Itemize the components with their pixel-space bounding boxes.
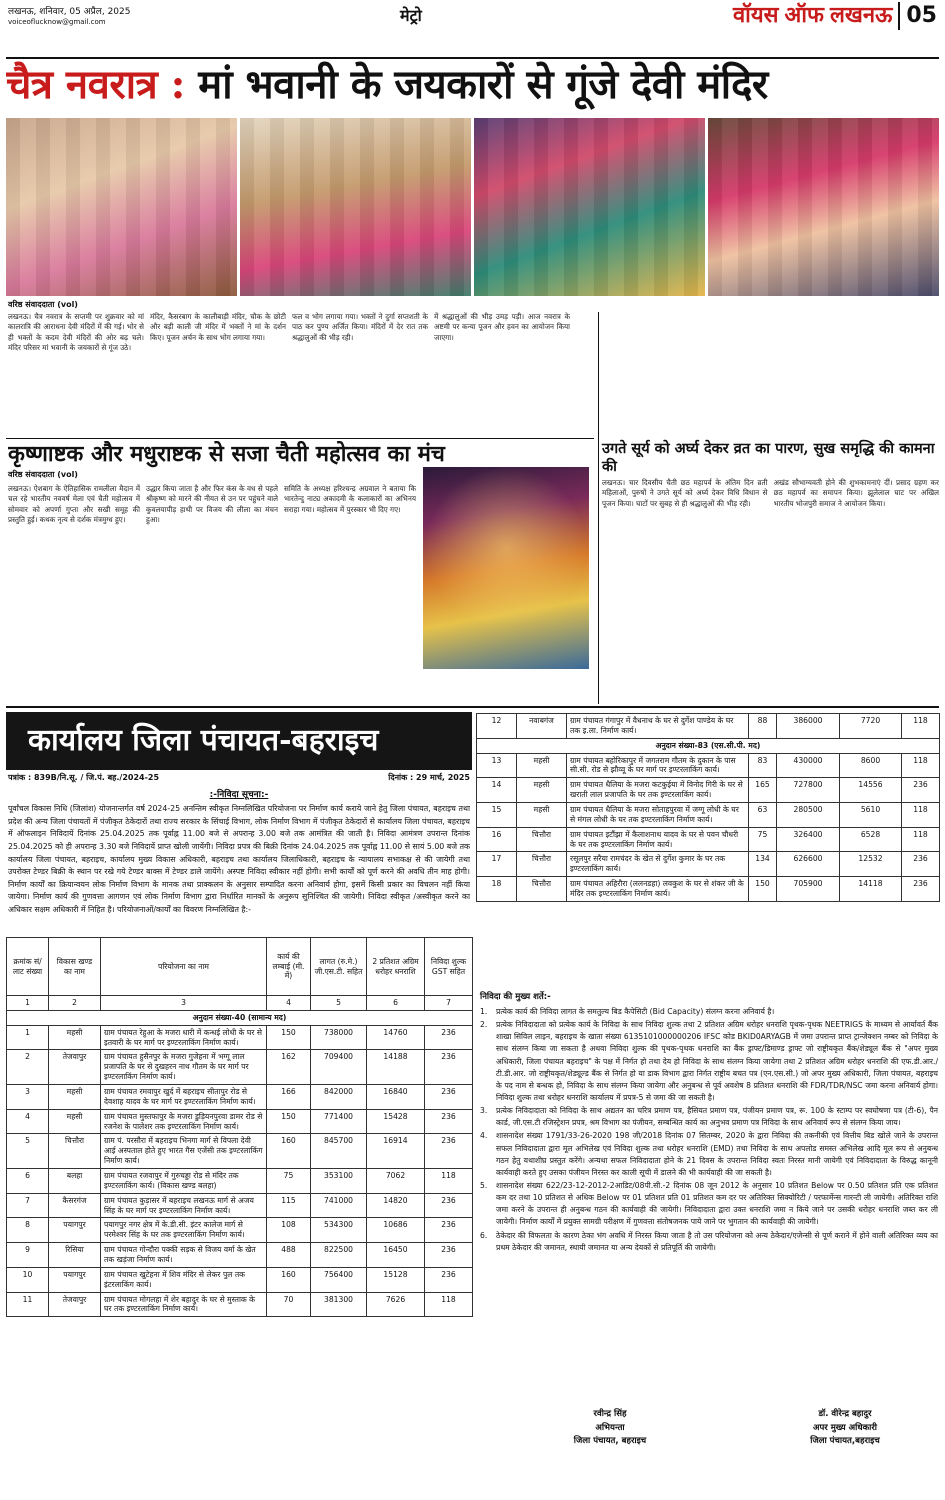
cell-project: ग्राम पंचायत हुसैनपुर के मजरा गुजेहना में भग्गू लाल प्रजापति के घर से दुखहरन नाथ गौतम के घर मार्ग पर इण्टरलाकिंग निर्माण कार्य। [101,1050,267,1085]
cell-deposit: 14820 [367,1193,425,1218]
cell-project: ग्राम पंचायत मोगलहा में शेर बहादुर के घर से मुस्ताक के घर तक इण्टरलाकिंग निर्माण कार्य। [101,1292,267,1317]
header-project: परियोजना का नाम [101,938,267,996]
header-serial: क्रमांक सं/लाट संख्या [7,938,49,996]
cell-deposit: 6528 [840,827,902,852]
story2-col-2: उद्धार किया जाता है और फिर कंस के वध से पहले श्रीकृष्ण को मारने की नीयत से उन पर पहुंचने वाले कुवलयापीड़ हाथी पर विजय की लीला का मंचन हुआ। [146,484,278,525]
condition-text: शासनादेश संख्या 1791/33-26-2020 198 जी/2018 दिनांक 07 सितम्बर, 2020 के द्वारा निविदा की तकनीकी एवं वित्तीय बिड खोले जाने के उपरान्त सफल निविदादाता द्वारा मूल अभिलेख एवं निविदा शुल्क तथा धरोहर धनराशि (EMD) तथा निविदा के साथ अपलोड समस्त अभिलेख आदि मूल रूप से अनुबन्ध गठन हेतु यथाशीघ्र प्रस्तुत करेंगे। अन्यथा सफल निविदादाता होने के 21 दिवस के उपरान्त निविदा स्वतः निरस्त मानी जायेगी एवं निविदादाता के विरुद्ध कानूनी कार्यवाही करते हुए उसका पंजीयन निरस्त कर काली सूची में डालने की भी कार्यवाही की जा सकती है। [496,1131,938,1177]
grant-section-row [7,1010,473,1025]
header-fee: निविदा शुल्क GST सहित [425,938,473,996]
table-row [7,1050,473,1085]
condition-number: 4. [480,1131,488,1141]
story2-col-3: समिति के अध्यक्ष हरिश्चन्द्र अग्रवाल ने बताया कि भारतेन्दु नाट्य अकादमी के कलाकारों का अभिनय सराहा गया। महोत्सव में पुरस्कार भी दिए गए। [284,484,416,514]
signatory-name: रवीन्द्र सिंह [593,1409,627,1419]
cell-project: ग्राम पंचायत अहिरौरा (ललनडहा) लवकुश के घर से शंकर जी के मंदिर तक इण्टरलाकिंग निर्माण कार्य। [567,877,749,902]
column-divider [598,312,599,704]
masthead [0,0,945,58]
cell-project: ग्राम पंचायत इटौंझा में कैलाशनाथ यादव के घर से पवन चौधरी के घर तक इण्टरलाकिंग निर्माण कार्य। [567,827,749,852]
signature-right [760,1408,930,1449]
cell-fee: 236 [425,1193,473,1218]
condition-number: 5. [480,1180,488,1190]
letter-number: पत्रांक : 839B/नि.सू. / जि.पं. बह./2024-25 [8,773,160,782]
table-row [7,1134,473,1169]
cell-block: महसी [517,803,567,828]
cell-block: महसी [49,1109,101,1134]
cell-fee: 236 [425,1109,473,1134]
table-row [477,803,940,828]
header-length: कार्य की लम्बाई (मी. में) [267,938,311,996]
cell-cost: 326400 [777,827,840,852]
signature-left [540,1408,680,1449]
bell-ringing-photo [240,118,471,296]
cell-length: 134 [749,852,777,877]
cell-length: 75 [749,827,777,852]
tender-rows-right [477,753,940,901]
cell-serial: 9 [7,1243,49,1268]
col-number: 3 [101,996,267,1011]
cell-deposit: 5610 [840,803,902,828]
table-row [477,877,940,902]
condition-text: शासनादेश संख्या 622/23-12-2012-2आडिट/08पी.सी.-2 दिनांक 08 जून 2012 के अनुसार 10 प्रतिशत Below पर 0.50 प्रतिशत प्रति एक प्रतिशत कम दर तथा 10 प्रतिशत से अधिक Below पर 01 प्रतिशत प्रति 01 प्रतिशत कम दर पर अतिरिक्त सिक्योरिटी / परफार्मेन्स गारन्टी ली जायेगी। अतिरिक्त राशि जमा करने के उपरान्त ही अनुबन्ध गठन की कार्यवाही की जायेगी। निविदादाता द्वारा उक्त धनराशि जमा न किये जाने पर उसकी धरोहर धनराशि जब्त कर ली जायेगी। निर्माण कार्यों में प्रयुक्त सामग्री परीक्षण में गुणवत्ता संतोषजनक पाये जाने पर भुगतान की कार्यवाही की जायेगी। [496,1180,938,1227]
conditions-list [480,1006,938,1404]
cell-fee: 236 [425,1218,473,1243]
lead-story-body [8,312,570,436]
story2-body [8,484,416,672]
cell-deposit: 7626 [367,1292,425,1317]
lead-col-2: मंदिर, कैसरबाग के कालीबाड़ी मंदिर, चौक के छोटी और बड़ी काली जी मंदिर में भक्तों ने मां के दर्शन किए। पूजन अर्चन के साथ भोग लगाया गया। [150,312,286,342]
cell-cost: 381300 [311,1292,367,1317]
table-row [7,1243,473,1268]
cell-cost: 822500 [311,1243,367,1268]
cell-serial: 6 [7,1169,49,1194]
cell-project: ग्राम पंचायत मुस्तफापुर के मजरा डुड़ियनपुरवा डामर रोड से रजनेश के पालेशर तक इण्टरलाकिंग निर्माण कार्य। [101,1109,267,1134]
cell-length: 165 [749,778,777,803]
table-row [7,1267,473,1292]
cell-project: ग्राम पंचायत गोन्दौरा पक्की सड़क से विजय वर्मा के खेत तक खड़ंजा निर्माण कार्य। [101,1243,267,1268]
cell-cost: 845700 [311,1134,367,1169]
cell-length: 488 [267,1243,311,1268]
cell-length: 150 [267,1025,311,1050]
grant-section-label: अनुदान संख्या-40 (सामान्य मद) [7,1010,473,1025]
header-cost: लागत (रु.मे.) जी.एस.टी. सहित [311,938,367,996]
table-row [477,827,940,852]
cell-serial: 15 [477,803,517,828]
cell-length: 70 [267,1292,311,1317]
cell-length: 108 [267,1218,311,1243]
cell-project: ग्राम पंचायत गंगापुर में वैधनाथ के घर से दुर्गेश पाण्डेय के घर तक इ.ला. निर्माण कार्य। [567,714,749,739]
cell-serial: 5 [7,1134,49,1169]
lead-col-1: लखनऊ। चैत्र नवरात्र के सप्तमी पर शुक्रवार को मां कालरात्रि की आराधना देवी मंदिरों में की गई। भोर से ही भक्तों के कदम देवी मंदिरों की ओर बढ़ चले। मंदिर परिसर मां भवानी के जयकारों से गूंज उठे। [8,312,144,353]
cell-length: 75 [267,1169,311,1194]
tender-table-left [6,937,473,1317]
cell-deposit: 16450 [367,1243,425,1268]
cell-fee: 236 [425,1025,473,1050]
table-row [477,778,940,803]
cell-serial: 7 [7,1193,49,1218]
col-number: 6 [367,996,425,1011]
brand-word-2: ऑफ [784,3,824,28]
table-row [477,714,940,739]
cell-deposit: 12532 [840,852,902,877]
cell-cost: 842000 [311,1085,367,1110]
condition-text: प्रत्येक कार्य की निविदा लागत के समतुल्य बिड कैपेसिटी (Bid Capacity) संलग्न करना अनिवार्य है। [496,1007,775,1016]
brand-logo [733,2,937,30]
table-row [7,1169,473,1194]
col-number: 5 [311,996,367,1011]
cell-serial: 3 [7,1085,49,1110]
cell-cost: 771400 [311,1109,367,1134]
contact-email: voiceoflucknow@gmail.com [8,18,106,27]
signatory-title: अपर मुख्य अधिकारी [812,1422,878,1433]
dateline-block [8,6,130,28]
cell-length: 150 [749,877,777,902]
condition-item [480,1180,938,1229]
section-label: मेट्रो [400,6,422,25]
cell-block: महसी [49,1025,101,1050]
cell-length: 162 [267,1050,311,1085]
devotees-prayer-photo [474,118,705,296]
story3-headline: उगते सूर्य को अर्घ्य देकर व्रत का पारण, सुख समृद्धि की कामना की [602,440,935,476]
cell-cost: 741000 [311,1193,367,1218]
story2-byline: वरिष्ठ संवाददाता (vol) [8,470,78,479]
condition-text: ठेकेदार की विफलता के कारण ठेका भंग अवधि में निरस्त किया जाता है तो उस परियोजना को अन्य ठेकेदार/एजेन्सी से पूर्ण कराने में होने वाली अतिरिक्त व्यय का प्रथम ठेकेदार की जमानत, स्थायी जमानत या अन्य देयकों से प्रतिपूर्ति की जायेगी। [496,1230,938,1252]
condition-text: प्रत्येक निविदादाता को निविदा के साथ अद्यतन का चरित्र प्रमाण पत्र, हैसियत प्रमाण पत्र, पंजीयन प्रमाण पत्र, रू. 100 के स्टाम्प पर स्वघोषणा पत्र (टी-6), पैन कार्ड, जी.एस.टी रजिस्ट्रेशन प्रपत्र, श्रम विभाग का पंजीयन, सम्बन्धित कार्य का अनुभव प्रमाण पत्र निविदा के साथ अनिवार्य रूप से संलग्न किया जाय। [496,1106,938,1128]
cell-cost: 709400 [311,1050,367,1085]
cell-deposit: 16914 [367,1134,425,1169]
condition-number: 1. [480,1007,488,1016]
table-row [7,1085,473,1110]
lead-headline-prefix: चैत्र नवरात्र : [6,61,185,108]
col-number: 2 [49,996,101,1011]
header-block: विकास खण्ड का नाम [49,938,101,996]
notice-date: दिनांक : 29 मार्च, 2025 [388,773,470,782]
devotees-queue-photo [708,118,939,296]
cell-project: ग्राम पं. परसौरा में बहराइच भिनगा मार्ग से विपला देवी आई अस्पताल होते हुए भारत गैस एजेंसी तक इण्टरलाकिंग निर्माण कार्य। [101,1134,267,1169]
cell-block: रिसिया [49,1243,101,1268]
cell-block: बलहा [49,1169,101,1194]
cell-cost: 705900 [777,877,840,902]
cell-serial: 10 [7,1267,49,1292]
cell-serial: 12 [477,714,517,739]
notice-reference [8,773,470,783]
condition-item [480,1230,938,1254]
column-number-row [7,996,473,1011]
cell-project: रसूलपुर सरैया रामचंदर के खेत से दुर्गेश कुमार के घर तक इण्टरलाकिंग कार्य। [567,852,749,877]
cell-deposit: 14188 [367,1050,425,1085]
tender-table-right [476,713,940,902]
brand-word-1: वॉयस [732,3,779,28]
cell-block: महसी [517,753,567,778]
cell-serial: 2 [7,1050,49,1085]
cell-cost: 353100 [311,1169,367,1194]
cell-fee: 236 [902,778,940,803]
cell-deposit: 15128 [367,1267,425,1292]
cell-deposit: 15428 [367,1109,425,1134]
condition-item [480,1105,938,1129]
cell-block: चित्तौरा [517,852,567,877]
notice-body: पूर्वांचल विकास निधि (जिलांश) योजनान्तर्गत वर्ष 2024-25 अनन्तिम स्वीकृत निम्नलिखित परियोजना पर निर्माण कार्य कराये जाने हेतु जिला पंचायत, बहराइच तथा प्रदेश की अन्य जिला पंचायतों में पंजीकृत ठेकेदारों तथा राज्य सरकार के सिंचाई विभाग, लोक निर्माण विभाग में पंजीकृत ठेकेदारों से कार्यालय जिला पंचायत, बहराइच में ऑफलाइन निविदायें दिनांक 25.04.2025 तक पूर्वाह्न 11.00 बजे से अपरान्ह 3.00 बजे तक आमंत्रित की जाती है। निविदा आमंत्रण उपरान्त दिनांक 25.04.2025 को ही अपरान्ह 3.30 बजे निविदायें प्राप्त खोली जायेंगी। निविदा प्रपत्र की बिक्री दिनांक 24.04.2025 तक पूर्वाह्न 11.00 से सायं 5.00 बजे तक कार्यालय जिला पंचायत, बहराइच, कार्यालय मुख्य विकास अधिकारी, बहराइच तथा कार्यालय जिलाधिकारी, बहराइच के न्यायालय सभाकक्ष से की जायेगी तथा उपरोक्त टेण्डर बिक्री के स्थान पर रखे गये टेण्डर बाक्स में टेण्डर डाले जायेंगे। अस्पष्ट निविदा स्वीकार नहीं होगी। सभी कार्यों को पूर्ण करने की अवधि तीन माह होगी। निर्माण कार्यों का क्रियान्वयन लोक निर्माण विभाग के मानक तथा प्राक्कलन के अनुसार सम्पादित करना अनिवार्य होगा, इसमें किसी प्रकार का विचलन नहीं किया जायेगा। निर्माण कार्य की गुणवत्ता आगणन एवं लोक निर्माण विभाग द्वारा निर्धारित मानकों के अनुरूप सुनिश्चित की जायेगी। निविदा स्वीकृत /अस्वीकृत करने का अधिकार सक्षम अधिकारी में निहित है। परियोजनाओं/कार्यों का विवरण निम्नलिखित है:- [8,804,470,914]
tender-rows-right-top [477,714,940,739]
signatory-name: डॉ. वीरेन्द्र बहादुर [818,1409,872,1419]
cell-serial: 8 [7,1218,49,1243]
cell-project: ग्राम पंचायत खुटेहना में शिव मंदिर से लेकर पुल तक इंटरलाकिंग कार्य। [101,1267,267,1292]
grant-section-row [477,738,940,753]
table-row [477,753,940,778]
story3-col-1: लखनऊ। चार दिवसीय चैती छठ महापर्व के अंतिम दिन व्रती महिलाओं, पुरुषों ने उगते सूर्य को अर्घ्य देकर विधि विधान से पूजन किया। घाटों पर सुबह से ही श्रद्धालुओं की भीड़ रही। [602,478,768,508]
story3-col-2: अखंड सौभाग्यवती होने की शुभकामनाएं दीं। प्रसाद ग्रहण कर छठ महापर्व का समापन किया। झूलेलाल घाट पर अखिल भारतीय भोजपुरी समाज ने आयोजन किया। [773,478,939,508]
story2-col-1: लखनऊ। ऐशबाग के ऐतिहासिक रामलीला मैदान में चल रहे भारतीय नववर्ष मेला एवं चैती महोत्सव में सोमवार को अपर्णा गुप्ता और सखी समूह की प्रस्तुति हुई। कथक नृत्य से दर्शक मंत्रमुग्ध हुए। [8,484,140,525]
cell-cost: 626600 [777,852,840,877]
signatory-office: जिला पंचायत, बहराइच [573,1436,647,1447]
cell-block: महसी [49,1085,101,1110]
col-number: 7 [425,996,473,1011]
lead-col-4: में श्रद्धालुओं की भीड़ उमड़ पड़ी। आज नवरात्र के अष्टमी पर कन्या पूजन और हवन का आयोजन किया जाएगा। [434,312,570,342]
cell-deposit: 10686 [367,1218,425,1243]
table-header-row [7,938,473,996]
cell-block: चित्तौरा [517,877,567,902]
cell-deposit: 14760 [367,1025,425,1050]
dateline: लखनऊ, शनिवार, 05 अप्रैल, 2025 [8,7,131,17]
cell-block: चित्तौरा [49,1134,101,1169]
cell-deposit: 7062 [367,1169,425,1194]
tender-rows-left [7,1025,473,1317]
table-row [7,1292,473,1317]
condition-number: 6. [480,1230,488,1240]
cell-cost: 727800 [777,778,840,803]
cell-block: तेजवापुर [49,1050,101,1085]
cell-serial: 16 [477,827,517,852]
story2-headline: कृष्णाष्टक और मधुराष्टक से सजा चैती महोत्सव का मंच [8,441,445,467]
cell-fee: 118 [425,1292,473,1317]
dance-performance-photo [423,467,589,669]
cell-length: 160 [267,1267,311,1292]
cell-block: पयागपुर [49,1218,101,1243]
condition-item [480,1130,938,1179]
notice-office-banner: कार्यालय जिला पंचायत-बहराइच [6,712,472,770]
table-row [7,1109,473,1134]
cell-length: 88 [749,714,777,739]
signatory-title: अभियन्ता [595,1422,625,1433]
condition-item [480,1006,938,1018]
cell-serial: 18 [477,877,517,902]
cell-cost: 756400 [311,1267,367,1292]
story3-body [602,478,939,704]
photo-strip [6,118,939,296]
cell-fee: 118 [902,803,940,828]
cell-fee: 118 [902,753,940,778]
cell-deposit: 7720 [840,714,902,739]
table-row [7,1218,473,1243]
cell-project: ग्राम पंचायत बहोरिकापुर में जगतराम गौतम के दुकान के पास सी.सी. रोड से झौव्वू के घर मार्ग पर इण्टरलाकिंग कार्य। [567,753,749,778]
cell-serial: 17 [477,852,517,877]
cell-serial: 13 [477,753,517,778]
condition-number: 2. [480,1020,488,1030]
cell-block: चित्तौरा [517,827,567,852]
cell-fee: 236 [425,1243,473,1268]
page-number: 05 [898,2,937,30]
cell-fee: 236 [425,1267,473,1292]
cell-serial: 11 [7,1292,49,1317]
cell-deposit: 14118 [840,877,902,902]
cell-fee: 236 [425,1050,473,1085]
cell-cost: 738000 [311,1025,367,1050]
lead-headline [6,60,939,118]
table-row [477,852,940,877]
header-deposit: 2 प्रतिशत अग्रिम धरोहर धनराशि [367,938,425,996]
cell-project: ग्राम पंचायत रेहुआ के मजरा धारी में कन्धई लोधी के घर से इतवारी के घर मार्ग पर इण्टरलाकिंग निर्माण कार्य। [101,1025,267,1050]
cell-length: 63 [749,803,777,828]
cell-length: 150 [267,1109,311,1134]
cell-length: 160 [267,1134,311,1169]
col-number: 4 [267,996,311,1011]
lead-byline: वरिष्ठ संवाददाता (vol) [8,300,78,309]
cell-fee: 236 [902,852,940,877]
cell-block: महसी [517,778,567,803]
cell-project: ग्राम पंचायत रजवापुर में गुरुचड्डा रोड से मंदिर तक इण्टरलाकिंग कार्य। (विकास खण्ड बलहा) [101,1169,267,1194]
condition-number: 3. [480,1106,488,1116]
table-row [7,1025,473,1050]
temple-deity-photo [6,118,237,296]
lead-headline-main: मां भवानी के जयकारों से गूंजे देवी मंदिर [198,61,768,108]
masthead-divider [6,57,939,59]
signatory-office: जिला पंचायत,बहराइच [810,1436,880,1447]
cell-block: पयागपुर [49,1267,101,1292]
cell-project: ग्राम पंचायत कुड़ासर में बहराइच लखनऊ मार्ग से अजय सिंह के घर मार्ग पर इण्टरलाकिंग निर्माण कार्य। [101,1193,267,1218]
lead-col-3: फल व भोग लगाया गया। भक्तों ने दुर्गा सप्तशती के पाठ कर पुण्य अर्जित किया। मंदिरों में देर रात तक श्रद्धालुओं की भीड़ रही। [292,312,428,342]
cell-serial: 14 [477,778,517,803]
condition-item [480,1019,938,1104]
cell-length: 83 [749,753,777,778]
brand-word-3: लखनऊ [829,3,893,28]
cell-fee: 236 [425,1134,473,1169]
cell-project: पयागपुर नगर क्षेत्र में के.डी.सी. इंटर कालेज मार्ग से परमेश्वर सिंह के घर तक इण्टरलाकिंग निर्माण कार्य। [101,1218,267,1243]
cell-project: ग्राम पंचायत धैलिया के मजरा सोताहपुरवा में जग्गू लोधी के घर से मंगल लोधी के घर तक इण्टरलाकिंग निर्माण कार्य। [567,803,749,828]
cell-fee: 236 [425,1085,473,1110]
cell-project: ग्राम पंचायत रमवापुर खुर्द में बहराइच सीतापुर रोड से देवशाह यादव के घर मार्ग पर इण्टरलाकिंग निर्माण कार्य। [101,1085,267,1110]
cell-cost: 430000 [777,753,840,778]
cell-cost: 386000 [777,714,840,739]
cell-deposit: 16840 [367,1085,425,1110]
cell-block: नवाबगंज [517,714,567,739]
notice-top-rule [6,706,939,708]
cell-cost: 534300 [311,1218,367,1243]
cell-fee: 118 [902,714,940,739]
cell-project: ग्राम पंचायत धैलिया के मजरा कटकुईया में विनोद गिरी के घर से खराती लाल प्रजापति के घर तक इण्टरलाकिंग कार्य। [567,778,749,803]
cell-length: 115 [267,1193,311,1218]
cell-deposit: 14556 [840,778,902,803]
cell-fee: 118 [425,1169,473,1194]
story2-divider [6,438,594,439]
table-row [7,1193,473,1218]
cell-fee: 118 [902,827,940,852]
cell-deposit: 8600 [840,753,902,778]
cell-cost: 280500 [777,803,840,828]
notice-title: :-निविदा सूचना:- [209,790,269,800]
cell-serial: 1 [7,1025,49,1050]
condition-text: प्रत्येक निविदादाता को प्रत्येक कार्य के निविदा के साथ निविदा शुल्क तथा 2 प्रतिशत अग्रिम धरोहर धनराशि पृथक-पृथक NEETRIGS के माध्यम से आर्यावर्त बैंक शाखा सिविल लाइन, बहराइच के खाता संख्या 6135101000000206 IFSC कोड BKID0ARYAGB में जमा उपरान्त प्राप्त ट्रान्जेक्शन नम्बर को निविदा के साथ संलग्न किया जा सकता है अथवा निविदा शुल्क की पृथक-पृथक धनराशि का बैंक ड्राफ्ट/डिमाण्ड ड्राफ्ट जो राष्ट्रीयकृत बैंक/शेड्यूल बैंक से "अपर मुख्य अधिकारी, जिला पंचायत बहराइच" के पक्ष में निर्गत हो तथा देय हो निविदा के साथ संलग्न किया जायेगा तथा 2 प्रतिशत अग्रिम धरोहर धनराशि की एफ.डी.आर./टी.डी.आर. जो राष्ट्रीयकृत/शेड्यूल्ड बैंक से निर्गत हो या डाक विभाग द्वारा निर्गत राष्ट्रीय बचत पत्र (एन.एस.सी.) जो अपर मुख्य अधिकारी, जिला पंचायत, बहराइच के पद नाम से बन्धक हो, निविदा के साथ संलग्न किया जायेगा और अनुबन्ध से पूर्व अवशेष 8 प्रतिशत धनराशि की FDR/TDR/NSC जमा करना अनिवार्य होगा। निविदा शुल्क तथा धरोहर धनराशि कार्यालय में प्रपत्र-5 से जमा की जा सकती है। [496,1020,938,1102]
cell-fee: 236 [902,877,940,902]
cell-serial: 4 [7,1109,49,1134]
cell-block: तेजवापुर [49,1292,101,1317]
grant-section-label: अनुदान संख्या-83 (एस.सी.पी. मद) [477,738,940,753]
conditions-title: निविदा की मुख्य शर्ते:- [480,992,551,1002]
cell-block: कैसरगंज [49,1193,101,1218]
cell-length: 166 [267,1085,311,1110]
col-number: 1 [7,996,49,1011]
